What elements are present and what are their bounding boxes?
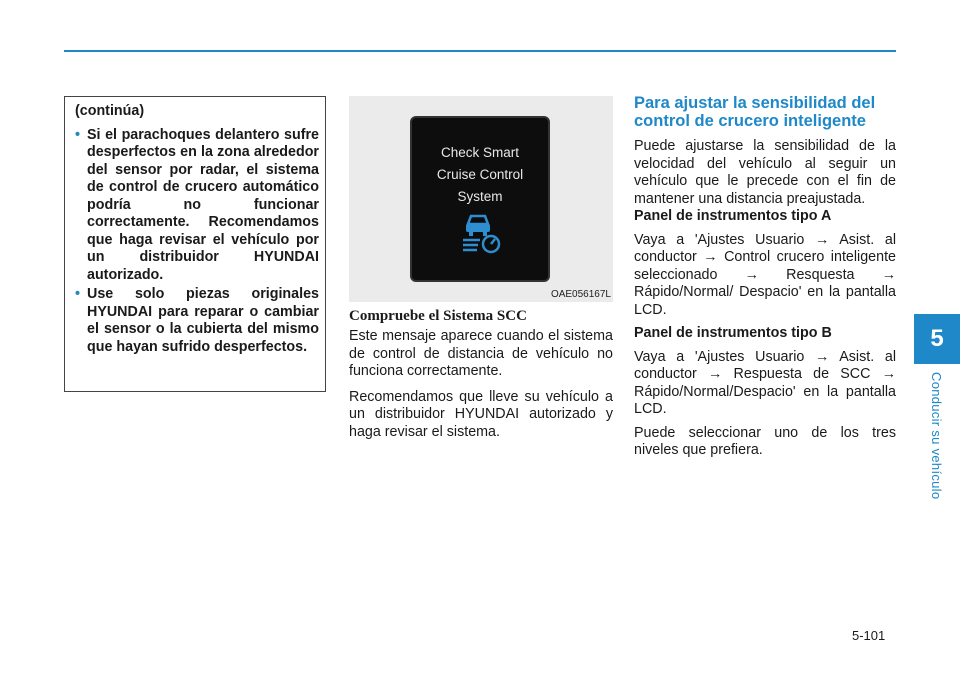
lcd-line: System [457, 189, 503, 204]
note-bullet-text: Use solo piezas originales HYUNDAI para reparar o cambiar el sensor o la cubierta del mismo que hayan sufrido desperfectos. [87, 286, 319, 355]
page-number: 5-101 [852, 628, 886, 643]
paragraph: Vaya a 'Ajustes Usuario → Asist. al conductor → Respuesta de SCC → Rápido/Normal/Despacio' en la pantalla LCD. [634, 348, 896, 417]
section-title: Compruebe el Sistema SCC [349, 308, 527, 324]
note-bullet-item [75, 286, 319, 356]
paragraph: Vaya a 'Ajustes Usuario → Asist. al conductor → Control crucero inteligente seleccionado → Resquesta → Rápido/Normal/ Despacio' en la pantalla LCD. [634, 231, 896, 318]
note-bullet-list [75, 127, 319, 357]
lcd-screen [410, 116, 550, 282]
caution-note-box [64, 96, 326, 392]
chapter-title: Conducir su vehículo [929, 372, 944, 500]
bullet-icon: • [75, 126, 81, 143]
section-heading: Para ajustar la sensibilidad del control de crucero inteligente [634, 94, 876, 130]
paragraph: Puede ajustarse la sensibilidad de la velocidad del vehículo al seguir un vehículo que le precede con el fin de mantener una distancia preajustada. [634, 138, 896, 207]
lcd-line: Check Smart [440, 145, 520, 160]
chapter-number: 5 [930, 325, 944, 352]
car-radar-warning-icon [460, 210, 504, 254]
paragraph: Este mensaje aparece cuando el sistema de control de distancia de vehículo no funciona correctamente. [349, 328, 613, 379]
bullet-icon: • [75, 286, 81, 302]
subheading-type-a: Panel de instrumentos tipo A [634, 208, 832, 224]
continued-label: (continúa) [75, 103, 145, 119]
paragraph: Puede seleccionar uno de los tres niveles que prefiera. [634, 424, 896, 458]
note-bullet-text: Si el parachoques delantero sufre desperfectos en la zona alrededor del sensor por radar, el sistema de control de crucero automático podría no funcionar correctamente. Recomendamos que haga revisar el vehículo por un distribuidor HYUNDAI autorizado. [87, 126, 319, 283]
paragraph: Recomendamos que lleve su vehículo a un distribuidor HYUNDAI autorizado y haga revisar el sistema. [349, 388, 613, 440]
lcd-figure [349, 96, 613, 302]
figure-code: OAE056167L [550, 289, 611, 300]
middle-column [349, 96, 613, 449]
note-bullet-item [75, 127, 319, 285]
lcd-line: Cruise Control [436, 167, 524, 182]
subheading-type-b: Panel de instrumentos tipo B [634, 325, 832, 341]
right-column [634, 94, 896, 460]
top-rule [64, 50, 896, 52]
chapter-tab [914, 314, 960, 364]
